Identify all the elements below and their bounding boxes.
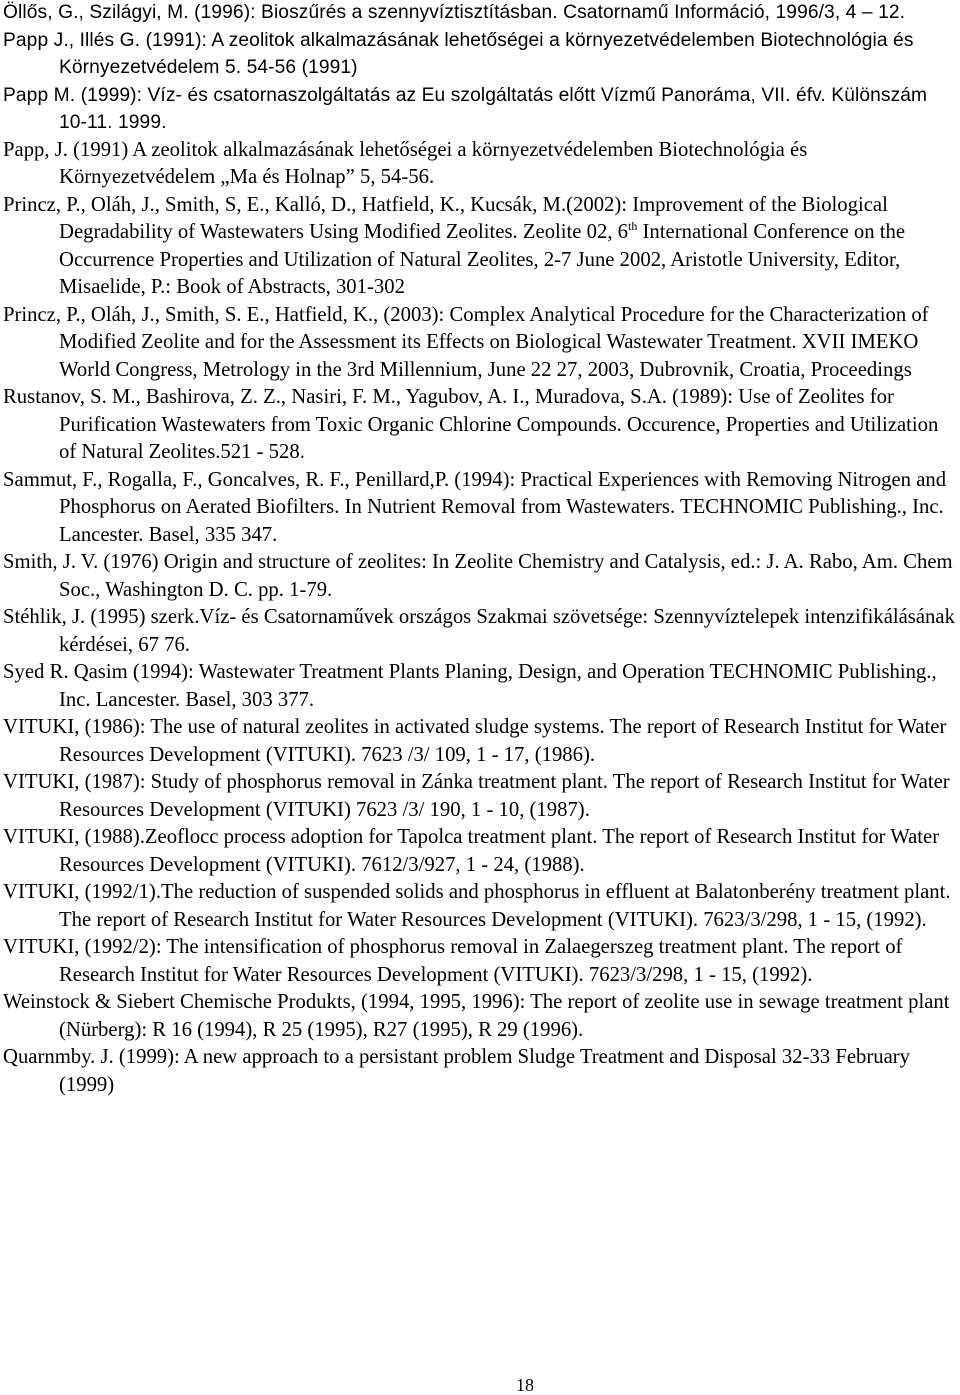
reference-entry xyxy=(3,192,958,302)
reference-entry: VITUKI, (1986): The use of natural zeolites in activated sludge systems. The report of Research Institut for Water Resources Development (VITUKI). 7623 /3/ 109, 1 - 17, (1986). xyxy=(3,716,947,766)
reference-entry: Papp M. (1999): Víz- és csatornaszolgáltatás az Eu szolgáltatás előtt Vízmű Panoráma, VII. éfv. Különszám 10-11. 1999. xyxy=(3,84,928,133)
page-number: 18 xyxy=(516,1375,534,1395)
reference-entry: Öllős, G., Szilágyi, M. (1996): Bioszűrés a szennyvíztisztításban. Csatornamű Információ, 1996/3, 4 – 12. xyxy=(3,2,906,23)
reference-entry: VITUKI, (1992/2): The intensification of phosphorus removal in Zalaegerszeg treatment plant. The report of Research Institut for Water Resources Development (VITUKI). 7623/3/298, 1 - 15, (1992). xyxy=(3,936,903,986)
ordinal-superscript: th xyxy=(628,219,638,234)
reference-entry: VITUKI, (1988).Zeoflocc process adoption for Tapolca treatment plant. The report of Research Institut for Water Resources Development (VITUKI). 7612/3/927, 1 - 24, (1988). xyxy=(3,826,940,876)
reference-entry: VITUKI, (1992/1).The reduction of suspended solids and phosphorus in effluent at Balatonberény treatment plant. The report of Research Institut for Water Resources Development (VITUKI). 7623/3/298, 1 - 15, (1992). xyxy=(3,881,951,931)
reference-list xyxy=(3,0,958,1099)
reference-entry: Stéhlik, J. (1995) szerk.Víz- és Csatornaművek országos Szakmai szövetsége: Szennyvíztelepek intenzifikálásának kérdései, 67 76. xyxy=(3,606,955,656)
reference-entry: Weinstock & Siebert Chemische Produkts, (1994, 1995, 1996): The report of zeolite use in sewage treatment plant (Nürberg): R 16 (1994), R 25 (1995), R27 (1995), R 29 (1996). xyxy=(3,991,950,1041)
reference-entry-main: Princz, P., Oláh, J., Smith, S, E., Kalló, D., Hatfield, K., Kucsák, M.(2002): Improvement of the Biological Degradability of Wastewaters Using Modified Zeolites. Zeolite 02, 6 xyxy=(3,193,888,243)
reference-entry: Papp, J. (1991) A zeolitok alkalmazásának lehetőségei a környezetvédelemben Biotechnológia és Környezetvédelem „Ma és Holnap” 5, 54-56. xyxy=(3,138,808,188)
reference-entry: VITUKI, (1987): Study of phosphorus removal in Zánka treatment plant. The report of Research Institut for Water Resources Development (VITUKI) 7623 /3/ 190, 1 - 10, (1987). xyxy=(3,771,950,821)
reference-entry: Rustanov, S. M., Bashirova, Z. Z., Nasiri, F. M., Yagubov, A. I., Muradova, S.A. (1989): Use of Zeolites for Purification Wastewaters from Toxic Organic Chlorine Compounds. Occurence, Properties and Utilization of Natural Zeolites.521 - 528. xyxy=(3,386,939,463)
reference-entry: Syed R. Qasim (1994): Wastewater Treatment Plants Planing, Design, and Operation TECHNOMIC Publishing., Inc. Lancester. Basel, 303 377. xyxy=(3,661,937,711)
reference-entry: Smith, J. V. (1976) Origin and structure of zeolites: In Zeolite Chemistry and Catalysis, ed.: J. A. Rabo, Am. Chem Soc., Washington D. C. pp. 1-79. xyxy=(3,551,953,601)
reference-entry-continuation: International Conference on the Occurrence Properties and Utilization of Natural Zeolites, 2-7 June 2002, Aristotle University, Editor, Misaelide, P.: Book of Abstracts, 301-302 xyxy=(59,221,906,298)
reference-entry: Quarnmby. J. (1999): A new approach to a persistant problem Sludge Treatment and Disposal 32-33 February (1999) xyxy=(3,1046,911,1096)
reference-entry: Sammut, F., Rogalla, F., Goncalves, R. F., Penillard,P. (1994): Practical Experiences with Removing Nitrogen and Phosphorus on Aerated Biofilters. In Nutrient Removal from Wastewaters. TECHNOMIC Publishing., Inc. Lancester. Basel, 335 347. xyxy=(3,468,947,546)
reference-entry: Papp J., Illés G. (1991): A zeolitok alkalmazásának lehetőségei a környezetvédelemben Biotechnológia és Környezetvédelem 5. 54-56 (1991) xyxy=(3,29,914,78)
reference-entry: Princz, P., Oláh, J., Smith, S. E., Hatfield, K., (2003): Complex Analytical Procedure for the Characterization of Modified Zeolite and for the Assessment its Effects on Biological Wastewater Treatment. XVII IMEKO World Congress, Metrology in the 3rd Millennium, June 22 27, 2003, Dubrovnik, Croatia, Proceedings xyxy=(3,303,929,381)
